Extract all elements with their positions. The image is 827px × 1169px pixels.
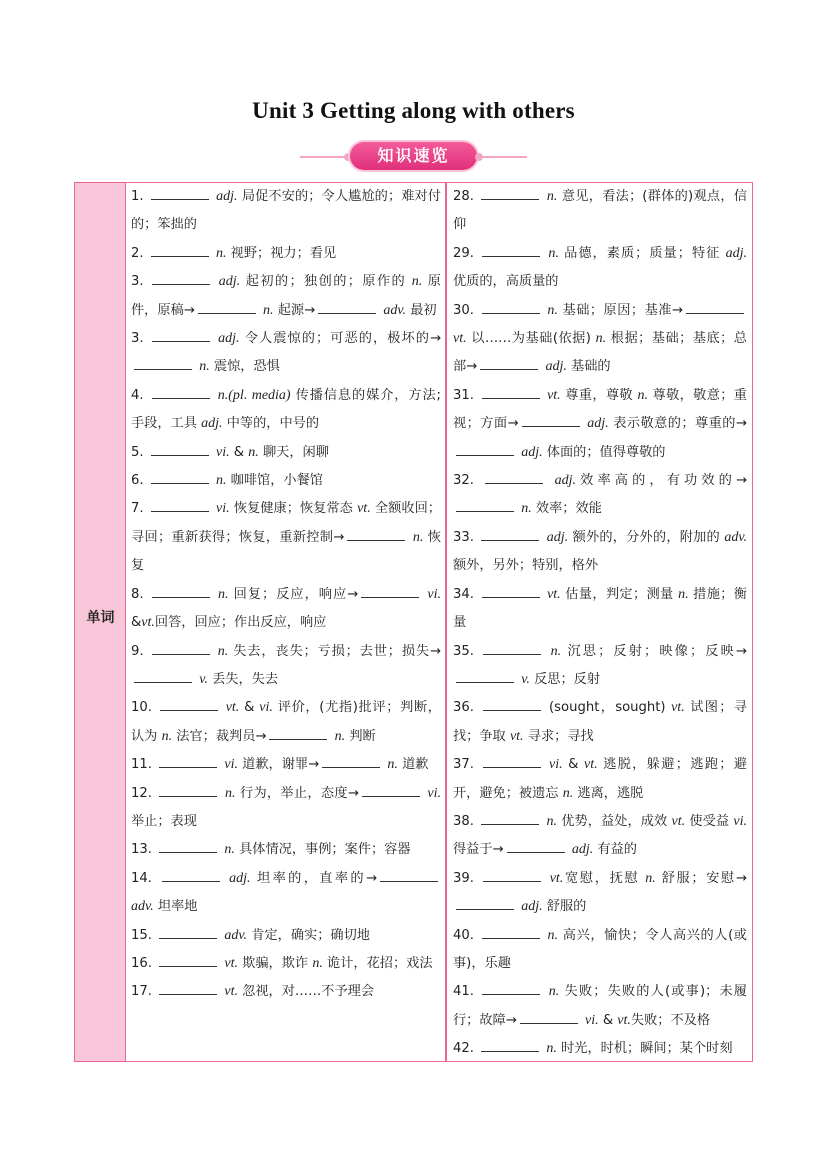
answer-blank[interactable] xyxy=(456,441,514,456)
answer-blank[interactable] xyxy=(318,299,376,314)
answer-blank[interactable] xyxy=(151,441,209,456)
answer-blank[interactable] xyxy=(483,867,541,882)
section-banner xyxy=(300,142,527,172)
vocab-entry-left-10: 10. vt. & vi. 评价，(尤指)批评；判断，认为 n. 法官；裁判员→ n. 判断 xyxy=(131,694,441,751)
vocab-entry-left-17: 17. vt. 忽视，对……不予理会 xyxy=(131,978,441,1006)
answer-blank[interactable] xyxy=(159,924,217,939)
answer-blank[interactable] xyxy=(198,299,256,314)
category-column xyxy=(75,183,126,1061)
vocab-entry-right-11: 39. vt.宽慰，抚慰 n. 舒服；安慰→ adj. 舒服的 xyxy=(453,865,747,922)
vocab-entry-left-3: 3. adj. 令人震惊的；可恶的，极坏的→ n. 震惊，恐惧 xyxy=(131,325,441,382)
answer-blank[interactable] xyxy=(159,952,217,967)
vocab-entry-left-11: 11. vi. 道歉，谢罪→ n. 道歉 xyxy=(131,751,441,779)
vocabulary-table xyxy=(74,182,753,1062)
vocab-entry-left-13: 13. n. 具体情况，事例；案件；容器 xyxy=(131,836,441,864)
answer-blank[interactable] xyxy=(456,895,514,910)
answer-blank[interactable] xyxy=(456,497,514,512)
answer-blank[interactable] xyxy=(151,469,209,484)
vocab-column-left xyxy=(131,183,441,1007)
vocab-entry-right-2: 30. n. 基础；原因；基准→ vt. 以……为基础(依据) n. 根据；基础；基底；总部→ adj. 基础的 xyxy=(453,297,747,382)
answer-blank[interactable] xyxy=(482,384,540,399)
vocab-entry-right-9: 37. vi. & vt. 逃脱，躲避；逃跑；避开，避免；被遗忘 n. 逃离，逃脱 xyxy=(453,751,747,808)
answer-blank[interactable] xyxy=(480,355,538,370)
vocab-entry-left-8: 8. n. 回复；反应，响应→ vi. &vt.回答，回应；作出反应，响应 xyxy=(131,581,441,638)
answer-blank[interactable] xyxy=(134,355,192,370)
answer-blank[interactable] xyxy=(152,640,210,655)
banner-line-left xyxy=(300,156,350,158)
vocab-entry-right-12: 40. n. 高兴，愉快；令人高兴的人(或事)，乐趣 xyxy=(453,922,747,979)
vocab-entry-left-1: 2. n. 视野；视力；看见 xyxy=(131,240,441,268)
answer-blank[interactable] xyxy=(482,924,540,939)
answer-blank[interactable] xyxy=(380,867,438,882)
vocab-entry-right-4: 32. adj.效率高的，有功效的→ n. 效率；效能 xyxy=(453,467,747,524)
answer-blank[interactable] xyxy=(151,185,209,200)
answer-blank[interactable] xyxy=(361,583,419,598)
answer-blank[interactable] xyxy=(162,867,220,882)
vocab-entry-right-1: 29. n. 品德，素质；质量；特征 adj. 优质的，高质量的 xyxy=(453,240,747,297)
page-title: Unit 3 Getting along with others xyxy=(252,98,575,123)
answer-blank[interactable] xyxy=(483,640,541,655)
vocab-entry-right-0: 28. n. 意见，看法；(群体的)观点，信仰 xyxy=(453,183,747,240)
answer-blank[interactable] xyxy=(152,327,210,342)
vocab-entry-right-13: 41. n. 失败；失败的人(或事)；未履行；故障→ vi. & vt.失败；不及格 xyxy=(453,978,747,1035)
vocab-entry-left-7: 7. vi. 恢复健康；恢复常态 vt. 全额收回；寻回；重新获得；恢复，重新控制→ n. 恢复 xyxy=(131,495,441,580)
vocab-entry-left-16: 16. vt. 欺骗，欺诈 n. 诡计，花招；戏法 xyxy=(131,950,441,978)
answer-blank[interactable] xyxy=(134,668,192,683)
answer-blank[interactable] xyxy=(152,270,210,285)
vocab-entry-left-9: 9. n. 失去，丧失；亏损；去世；损失→ v. 丢失，失去 xyxy=(131,638,441,695)
vocab-entry-right-8: 36. (sought，sought) vt. 试图；寻找；争取 vt. 寻求；寻找 xyxy=(453,694,747,751)
answer-blank[interactable] xyxy=(481,1037,539,1052)
vocab-entry-right-14: 42. n. 时光，时机；瞬间；某个时刻 xyxy=(453,1035,747,1063)
answer-blank[interactable] xyxy=(151,242,209,257)
vocab-entry-left-4: 4. n.(pl. media) 传播信息的媒介，方法;手段，工具 adj. 中等的，中号的 xyxy=(131,382,441,439)
vocab-entry-right-5: 33. adj. 额外的，分外的，附加的 adv. 额外，另外；特别，格外 xyxy=(453,524,747,581)
vocab-entry-left-14: 14. adj. 坦率的，直率的→ adv. 坦率地 xyxy=(131,865,441,922)
answer-blank[interactable] xyxy=(151,497,209,512)
answer-blank[interactable] xyxy=(522,412,580,427)
answer-blank[interactable] xyxy=(362,782,420,797)
answer-blank[interactable] xyxy=(159,782,217,797)
category-label: 单词 xyxy=(86,610,115,626)
answer-blank[interactable] xyxy=(482,299,540,314)
vocab-column-right xyxy=(453,183,747,1064)
answer-blank[interactable] xyxy=(152,583,210,598)
answer-blank[interactable] xyxy=(159,838,217,853)
vocab-entry-right-6: 34. vt. 估量，判定；测量 n. 措施；衡量 xyxy=(453,581,747,638)
answer-blank[interactable] xyxy=(520,1009,578,1024)
vocab-entry-left-5: 5. vi. & n. 聊天，闲聊 xyxy=(131,439,441,467)
answer-blank[interactable] xyxy=(485,469,543,484)
banner-label: 知识速览 xyxy=(350,142,477,170)
answer-blank[interactable] xyxy=(456,668,514,683)
answer-blank[interactable] xyxy=(159,753,217,768)
answer-blank[interactable] xyxy=(481,185,539,200)
answer-blank[interactable] xyxy=(481,810,539,825)
column-divider xyxy=(445,183,447,1061)
answer-blank[interactable] xyxy=(159,980,217,995)
answer-blank[interactable] xyxy=(482,583,540,598)
answer-blank[interactable] xyxy=(152,384,210,399)
answer-blank[interactable] xyxy=(347,526,405,541)
answer-blank[interactable] xyxy=(481,526,539,541)
vocab-entry-right-3: 31. vt. 尊重，尊敬 n. 尊敬，敬意；重视；方面→ adj. 表示敬意的；尊重的→ adj. 体面的；值得尊敬的 xyxy=(453,382,747,467)
vocab-entry-right-10: 38. n. 优势，益处，成效 vt. 使受益 vi.得益于→ adj. 有益的 xyxy=(453,808,747,865)
answer-blank[interactable] xyxy=(482,980,540,995)
answer-blank[interactable] xyxy=(482,242,540,257)
vocab-entry-left-15: 15. adv. 肯定，确实；确切地 xyxy=(131,922,441,950)
vocab-entry-left-0: 1. adj. 局促不安的；令人尴尬的；难对付的；笨拙的 xyxy=(131,183,441,240)
answer-blank[interactable] xyxy=(322,753,380,768)
vocab-entry-left-6: 6. n. 咖啡馆，小餐馆 xyxy=(131,467,441,495)
vocab-entry-left-12: 12. n. 行为，举止，态度→ vi. 举止；表现 xyxy=(131,780,441,837)
vocab-entry-left-2: 3. adj. 起初的；独创的；原作的 n. 原件，原稿→ n. 起源→ adv. 最初 xyxy=(131,268,441,325)
answer-blank[interactable] xyxy=(483,696,541,711)
vocab-entry-right-7: 35. n. 沉思；反射；映像；反映→ v. 反思；反射 xyxy=(453,638,747,695)
answer-blank[interactable] xyxy=(686,299,744,314)
answer-blank[interactable] xyxy=(483,753,541,768)
answer-blank[interactable] xyxy=(507,838,565,853)
banner-line-right xyxy=(477,156,527,158)
answer-blank[interactable] xyxy=(160,696,218,711)
answer-blank[interactable] xyxy=(269,725,327,740)
